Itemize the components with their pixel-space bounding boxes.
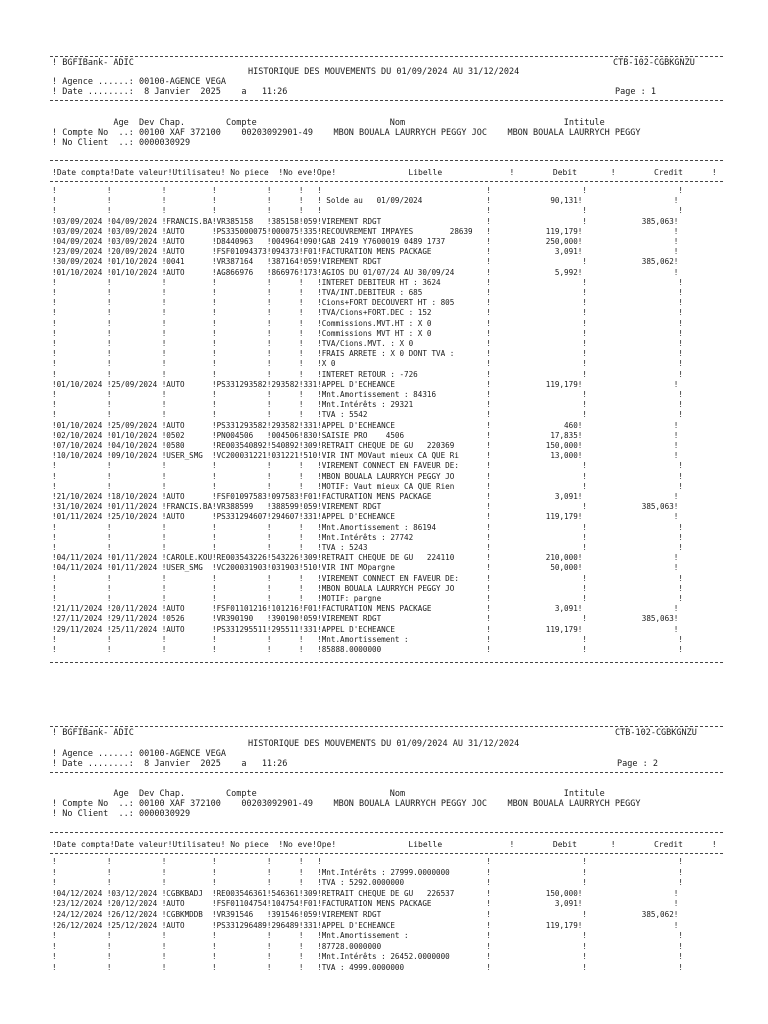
account-head-p2: Age Dev Chap. Compte Nom Intitule bbox=[52, 789, 605, 799]
table-row: !01/10/2024 !25/09/2024 !AUTO !PS331293582!293582!331!APPEL D'ECHEANCE ! 119,179! ! bbox=[52, 379, 679, 389]
column-header: !Date compta!Date valeur!Utilisateu! No piece !No eve!Ope! Libelle ! Debit ! Credit ! bbox=[52, 168, 717, 177]
table-row: !04/11/2024 !01/11/2024 !USER_SMG !VC200031903!031903!510!VIR INT MOpargne ! 50,000! ! bbox=[52, 563, 679, 573]
table-row: ! ! ! ! ! ! !FRAIS ARRETE : X 0 DONT TVA : ! ! ! bbox=[52, 349, 683, 359]
header-divider-p2 bbox=[50, 772, 723, 773]
table-row: ! ! ! ! ! ! !87728.0000000 ! ! ! bbox=[52, 941, 683, 951]
table-row: ! ! ! ! ! ! ! ! ! ! bbox=[52, 186, 683, 195]
table-row: ! ! ! ! ! ! !MOTIF: Vaut mieux CA QUE Rien ! ! ! bbox=[52, 481, 683, 491]
table-row: !01/10/2024 !01/10/2024 !AUTO !AG866976 !866976!173!AGIOS DU 01/07/24 AU 30/09/24 ! 5,992! ! bbox=[52, 267, 679, 277]
table-row: ! ! ! ! ! ! !Mnt.Amortissement : ! ! ! bbox=[52, 931, 683, 941]
table-row: !10/10/2024 !09/10/2024 !USER_SMG !VC200031221!031221!510!VIR INT MOVaut mieux CA QUE Ri ! 13,000! ! bbox=[52, 451, 679, 461]
table-row: !26/12/2024 !25/12/2024 !AUTO !PS331296489!296489!331!APPEL D'ECHEANCE ! 119,179! ! bbox=[52, 920, 679, 930]
table-row: ! ! ! ! ! ! !TVA/Cions.MVT. : X 0 ! ! ! bbox=[52, 339, 683, 348]
report-title-p2: HISTORIQUE DES MOUVEMENTS DU 01/09/2024 AU 31/12/2024 bbox=[248, 739, 520, 749]
table-row: !27/11/2024 !29/11/2024 !0526 !VR390190 !390190!059!VIREMENT RDGT ! ! 385,063! bbox=[52, 614, 679, 624]
client-line: ! No Client ..: 0000030929 bbox=[52, 138, 191, 148]
table-row: ! ! ! ! ! ! !Mnt.Intérêts : 27999.0000000 ! ! ! bbox=[52, 867, 683, 877]
date-line-p2: ! Date ........: 8 Janvier 2025 a 11:26 bbox=[52, 759, 288, 769]
column-header-p2: !Date compta!Date valeur!Utilisateu! No piece !No eve!Ope! Libelle ! Debit ! Credit ! bbox=[52, 840, 717, 849]
table-row: ! ! ! ! ! ! !MBON BOUALA LAURRYCH PEGGY JO ! ! ! bbox=[52, 471, 683, 481]
table-row: !29/11/2024 !25/11/2024 !AUTO !PS331295511!295511!331!APPEL D'ECHEANCE ! 119,179! ! bbox=[52, 624, 679, 634]
top-divider-p2 bbox=[50, 726, 723, 727]
table-row: ! ! ! ! ! ! !Mnt.Amortissement : 84316 ! ! ! bbox=[52, 390, 683, 399]
table-row: ! ! ! ! ! ! !Mnt.Intérêts : 27742 ! ! ! bbox=[52, 532, 683, 542]
table-row: !21/10/2024 !18/10/2024 !AUTO !FSF01097583!097583!F01!FACTURATION MENS PACKAGE ! 3,091! ! bbox=[52, 492, 679, 501]
table-row: ! ! ! ! ! ! !INTERET RETOUR : -726 ! ! ! bbox=[52, 369, 683, 379]
account-line-p2: ! Compte No ..: 00100 XAF 372100 00203092901-49 MBON BOUALA LAURRYCH PEGGY JOC MBON BOUALA LAURRYCH PEGGY bbox=[52, 799, 641, 809]
table-row: ! ! ! ! ! ! !Commissions MVT HT : X 0 ! ! ! bbox=[52, 328, 683, 338]
table-row: !02/10/2024 !01/10/2024 !0502 !PN004506 !004506!830!SAISIE PRO 4506 ! 17,835! ! bbox=[52, 430, 679, 440]
agence-line: ! Agence ......: 00100-AGENCE VEGA bbox=[52, 77, 226, 87]
table-row: ! ! ! ! ! ! ! Solde au 01/09/2024 ! 90,131! ! bbox=[52, 196, 679, 206]
table-row: ! ! ! ! ! ! !TVA : 5243 ! ! ! bbox=[52, 543, 683, 552]
table-row: ! ! ! ! ! ! !TVA : 5292.0000000 ! ! ! bbox=[52, 878, 683, 888]
table-row: ! ! ! ! ! ! !X 0 ! ! ! bbox=[52, 359, 683, 369]
table-row: !03/09/2024 !04/09/2024 !FRANCIS.BA!VR385158 !385158!059!VIREMENT RDGT ! ! 385,063! bbox=[52, 216, 679, 226]
table-row: ! ! ! ! ! ! ! ! ! ! bbox=[52, 857, 683, 866]
table-row: ! ! ! ! ! ! !Commissions.MVT.HT : X 0 ! ! ! bbox=[52, 318, 683, 328]
table-row: !04/12/2024 !03/12/2024 !CGBKBADJ !RE003546361!546361!309!RETRAIT CHEQUE DE GU 226537 ! 150,000! ! bbox=[52, 888, 679, 898]
table-row: ! ! ! ! ! ! ! ! ! ! bbox=[52, 206, 683, 216]
account-head: Age Dev Chap. Compte Nom Intitule bbox=[52, 118, 605, 128]
account-line: ! Compte No ..: 00100 XAF 372100 00203092901-49 MBON BOUALA LAURRYCH PEGGY JOC MBON BOUALA LAURRYCH PEGGY bbox=[52, 128, 641, 138]
table-row: !24/12/2024 !26/12/2024 !CGBKMDDB !VR391546 !391546!059!VIREMENT RDGT ! ! 385,062! bbox=[52, 910, 679, 919]
table-row: ! ! ! ! ! ! !Mnt.Amortissement : ! ! ! bbox=[52, 634, 683, 644]
report-title: HISTORIQUE DES MOUVEMENTS DU 01/09/2024 AU 31/12/2024 bbox=[248, 67, 520, 77]
table-row: ! ! ! ! ! ! !MBON BOUALA LAURRYCH PEGGY JO ! ! ! bbox=[52, 583, 683, 593]
table-row: !23/09/2024 !20/09/2024 !AUTO !FSF01094373!094373!F01!FACTURATION MENS PACKAGE ! 3,091! ! bbox=[52, 247, 679, 257]
table-row: !31/10/2024 !01/11/2024 !FRANCIS.BA!VR388599 !388599!059!VIREMENT RDGT ! ! 385,063! bbox=[52, 502, 679, 512]
table-row: ! ! ! ! ! ! !TVA : 4999.0000000 ! ! ! bbox=[52, 963, 683, 972]
table-row: ! ! ! ! ! ! !TVA/Cions+FORT.DEC : 152 ! ! ! bbox=[52, 308, 683, 318]
column-divider-p2 bbox=[50, 853, 723, 854]
account-divider-p2 bbox=[50, 832, 723, 833]
table-row: !04/09/2024 !03/09/2024 !AUTO !D8440963 !004964!090!GAB 2419 Y7600019 0489 1737 ! 250,000! ! bbox=[52, 237, 679, 246]
table-row: ! ! ! ! ! ! !Mnt.Amortissement : 86194 ! ! ! bbox=[52, 522, 683, 532]
client-line-p2: ! No Client ..: 0000030929 bbox=[52, 809, 191, 819]
date-line: ! Date ........: 8 Janvier 2025 a 11:26 bbox=[52, 87, 288, 97]
bank-name: ! BGFIBank- ADIC bbox=[52, 58, 134, 68]
table-row: ! ! ! ! ! ! !Cions+FORT DECOUVERT HT : 805 ! ! ! bbox=[52, 298, 683, 308]
agence-line-p2: ! Agence ......: 00100-AGENCE VEGA bbox=[52, 749, 226, 759]
column-divider bbox=[50, 181, 723, 182]
table-row: !04/11/2024 !01/11/2024 !CAROLE.KOU!RE003543226!543226!309!RETRAIT CHEQUE DE GU 224110 ! 210,000! ! bbox=[52, 553, 679, 563]
table-row: !30/09/2024 !01/10/2024 !0041 !VR387164 !387164!059!VIREMENT RDGT ! ! 385,062! bbox=[52, 257, 679, 267]
report-code: CTB-102-CGBKGNZU bbox=[613, 58, 695, 68]
table-row: !03/09/2024 !03/09/2024 !AUTO !PS335000075!000075!335!RECOUVREMENT IMPAYES 28639 ! 119,179! ! bbox=[52, 226, 679, 236]
table-row: ! ! ! ! ! ! !Mnt.Intérêts : 26452.0000000 ! ! ! bbox=[52, 952, 683, 962]
account-divider bbox=[50, 160, 723, 161]
table-row: ! ! ! ! ! ! !VIREMENT CONNECT EN FAVEUR DE: ! ! ! bbox=[52, 461, 683, 471]
table-row: !01/11/2024 !25/10/2024 !AUTO !PS331294607!294607!331!APPEL D'ECHEANCE ! 119,179! ! bbox=[52, 512, 679, 522]
table-row: ! ! ! ! ! ! !VIREMENT CONNECT EN FAVEUR DE: ! ! ! bbox=[52, 573, 683, 583]
header-divider bbox=[50, 100, 723, 101]
table-row: ! ! ! ! ! ! !MOTIF: pargne ! ! ! bbox=[52, 594, 683, 603]
bottom-divider bbox=[50, 662, 723, 663]
table-row: ! ! ! ! ! ! !TVA : 5542 ! ! ! bbox=[52, 410, 683, 420]
bank-name-p2: ! BGFIBank- ADIC bbox=[52, 728, 134, 738]
table-row: !21/11/2024 !20/11/2024 !AUTO !FSF01101216!101216!F01!FACTURATION MENS PACKAGE ! 3,091! ! bbox=[52, 604, 679, 614]
table-row: !23/12/2024 !20/12/2024 !AUTO !FSF01104754!104754!F01!FACTURATION MENS PACKAGE ! 3,091! ! bbox=[52, 899, 679, 909]
table-row: ! ! ! ! ! ! !INTERET DEBITEUR HT : 3624 ! ! ! bbox=[52, 277, 683, 287]
table-row: !01/10/2024 !25/09/2024 !AUTO !PS331293582!293582!331!APPEL D'ECHEANCE ! 460! ! bbox=[52, 420, 679, 430]
table-row: ! ! ! ! ! ! !Mnt.Intérêts : 29321 ! ! ! bbox=[52, 400, 683, 410]
page-number-p2: Page : 2 bbox=[617, 759, 658, 769]
report-code-p2: CTB-102-CGBKGNZU bbox=[615, 728, 697, 738]
table-row: ! ! ! ! ! ! !85888.0000000 ! ! ! bbox=[52, 645, 683, 654]
table-row: ! ! ! ! ! ! !TVA/INT.DEBITEUR : 685 ! ! ! bbox=[52, 288, 683, 297]
page-number: Page : 1 bbox=[615, 87, 656, 97]
top-divider bbox=[50, 56, 723, 57]
table-row: !07/10/2024 !04/10/2024 !0580 !RE003540892!540892!309!RETRAIT CHEQUE DE GU 220369 ! 150,000! ! bbox=[52, 441, 679, 450]
